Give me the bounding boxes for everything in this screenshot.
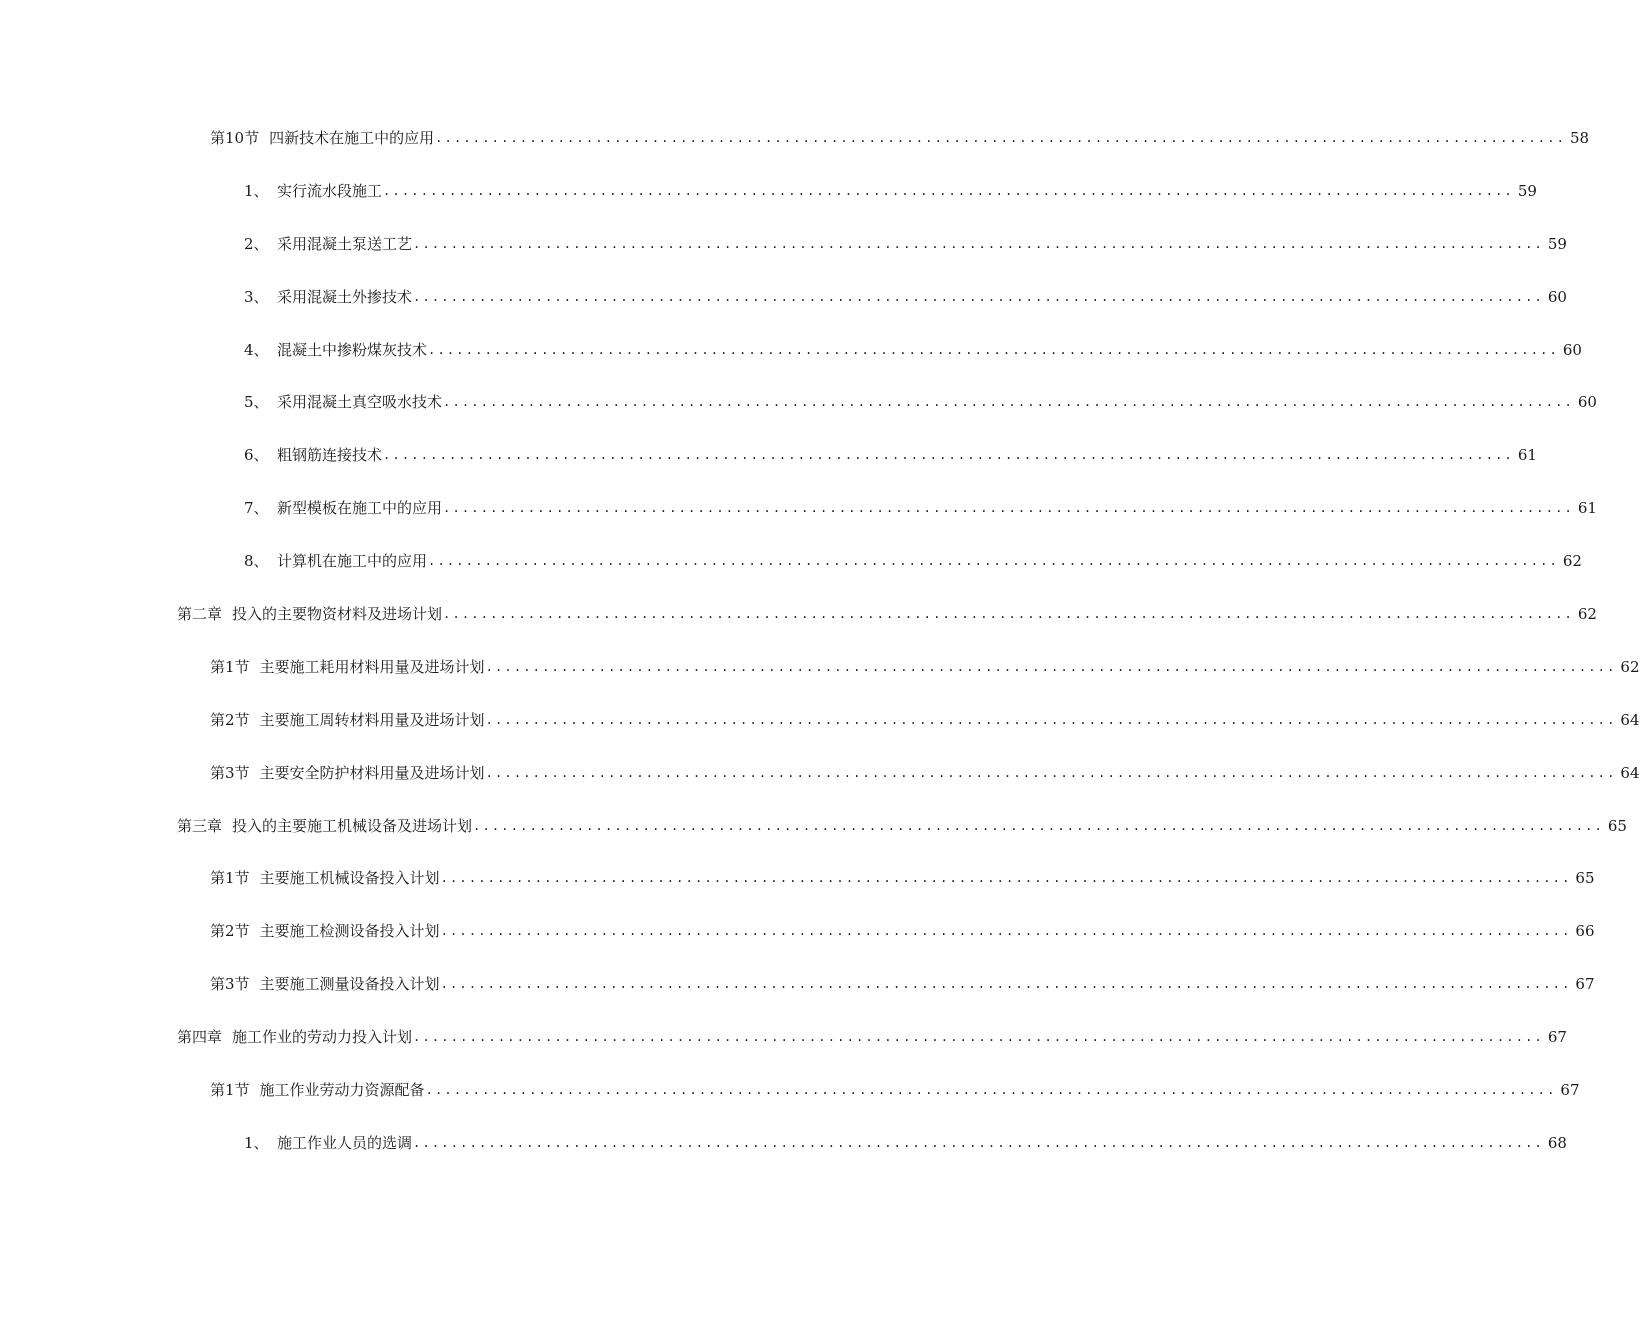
toc-entry[interactable] <box>0 548 1582 601</box>
toc-entry-title: 投入的主要物资材料及进场计划 <box>232 605 443 624</box>
toc-entry-number: 1、 <box>244 181 269 200</box>
toc-entry-page: 62 <box>1620 657 1640 676</box>
toc-entry[interactable] <box>0 1077 1580 1130</box>
toc-entry[interactable] <box>0 442 1537 495</box>
dot-leader: ........................................................................................................................ <box>443 501 1574 516</box>
toc-entry-number: 3、 <box>244 287 269 306</box>
toc-entry-number: 第2节 <box>210 922 250 941</box>
toc-entry-page: 59 <box>1517 181 1537 200</box>
toc-entry-number: 第1节 <box>210 657 250 676</box>
dot-leader: ........................................................................................................................ <box>443 395 1574 410</box>
dot-leader: ........................................................................................................................ <box>440 871 1572 886</box>
toc-entry-title: 实行流水段施工 <box>277 181 383 200</box>
table-of-contents <box>0 125 1640 1183</box>
dot-leader: ........................................................................................................................ <box>428 554 1559 569</box>
toc-entry-number: 6、 <box>244 446 269 465</box>
toc-entry-title: 主要施工测量设备投入计划 <box>259 975 440 994</box>
toc-entry-title: 采用混凝土泵送工艺 <box>277 234 413 253</box>
toc-entry-page: 59 <box>1547 234 1567 253</box>
dot-leader: ........................................................................................................................ <box>473 818 1604 833</box>
dot-leader: ........................................................................................................................ <box>485 659 1617 674</box>
toc-entry[interactable] <box>0 337 1582 390</box>
toc-entry-number: 7、 <box>244 499 269 518</box>
toc-entry[interactable] <box>0 125 1590 178</box>
toc-entry[interactable] <box>0 971 1595 1024</box>
toc-entry-page: 60 <box>1547 287 1567 306</box>
toc-entry-number: 1、 <box>244 1133 269 1152</box>
toc-entry-page: 67 <box>1575 975 1595 994</box>
toc-entry-page: 66 <box>1575 922 1595 941</box>
toc-entry-number: 2、 <box>244 234 269 253</box>
toc-entry-page: 65 <box>1575 869 1595 888</box>
dot-leader: ........................................................................................................................ <box>440 924 1572 939</box>
toc-entry[interactable] <box>0 284 1567 337</box>
toc-entry-page: 68 <box>1547 1133 1567 1152</box>
dot-leader: ........................................................................................................................ <box>485 712 1617 727</box>
toc-entry-title: 施工作业的劳动力投入计划 <box>232 1028 413 1047</box>
toc-entry-title: 四新技术在施工中的应用 <box>269 129 435 147</box>
toc-entry[interactable] <box>0 389 1597 442</box>
toc-entry[interactable] <box>0 707 1640 760</box>
toc-entry[interactable] <box>0 1024 1567 1077</box>
dot-leader: ........................................................................................................................ <box>413 1135 1544 1150</box>
toc-entry-number: 第1节 <box>210 869 250 888</box>
toc-entry-page: 60 <box>1577 393 1597 412</box>
toc-entry-title: 投入的主要施工机械设备及进场计划 <box>232 816 473 835</box>
toc-entry-title: 混凝土中掺粉煤灰技术 <box>277 340 428 359</box>
toc-entry-page: 64 <box>1620 710 1640 729</box>
toc-entry[interactable] <box>0 918 1595 971</box>
toc-entry-title: 施工作业劳动力资源配备 <box>259 1081 425 1100</box>
toc-entry-page: 67 <box>1547 1028 1567 1047</box>
dot-leader: ........................................................................................................................ <box>383 183 1514 198</box>
toc-entry-page: 60 <box>1562 340 1582 359</box>
dot-leader: ........................................................................................................................ <box>428 342 1559 357</box>
toc-entry-number: 第10节 <box>210 129 260 147</box>
dot-leader: ........................................................................................................................ <box>383 448 1514 463</box>
dot-leader: ........................................................................................................................ <box>485 765 1617 780</box>
toc-entry[interactable] <box>0 231 1567 284</box>
toc-entry-number: 第2节 <box>210 710 250 729</box>
toc-entry-title: 施工作业人员的选调 <box>277 1133 413 1152</box>
toc-entry-page: 61 <box>1577 499 1597 518</box>
toc-entry[interactable] <box>0 495 1597 548</box>
toc-entry-number: 第三章 <box>177 816 223 835</box>
toc-entry-number: 8、 <box>244 552 269 571</box>
dot-leader: ........................................................................................................................ <box>425 1083 1557 1098</box>
dot-leader: ........................................................................................................................ <box>413 289 1544 304</box>
toc-entry-page: 58 <box>1569 129 1590 147</box>
toc-entry[interactable] <box>0 654 1640 707</box>
toc-entry[interactable] <box>0 178 1537 231</box>
toc-entry-title: 计算机在施工中的应用 <box>277 552 428 571</box>
toc-entry[interactable] <box>0 813 1627 866</box>
toc-entry-number: 第3节 <box>210 763 250 782</box>
toc-entry-title: 主要安全防护材料用量及进场计划 <box>259 763 485 782</box>
toc-entry-title: 新型模板在施工中的应用 <box>277 499 443 518</box>
toc-entry-page: 62 <box>1562 552 1582 571</box>
toc-entry[interactable] <box>0 865 1595 918</box>
dot-leader: ........................................................................................................................ <box>443 607 1574 622</box>
toc-entry-title: 采用混凝土外掺技术 <box>277 287 413 306</box>
toc-entry-number: 5、 <box>244 393 269 412</box>
toc-entry-title: 粗钢筋连接技术 <box>277 446 383 465</box>
toc-entry-page: 61 <box>1517 446 1537 465</box>
dot-leader: ........................................................................................................................ <box>413 236 1544 251</box>
toc-entry-title: 采用混凝土真空吸水技术 <box>277 393 443 412</box>
toc-entry-number: 第1节 <box>210 1081 250 1100</box>
toc-entry-number: 4、 <box>244 340 269 359</box>
toc-entry-number: 第二章 <box>177 605 223 624</box>
toc-entry-page: 62 <box>1577 605 1597 624</box>
dot-leader: ........................................................................................................................ <box>413 1030 1544 1045</box>
toc-entry-title: 主要施工耗用材料用量及进场计划 <box>259 657 485 676</box>
dot-leader: ........................................................................................................................ <box>440 977 1572 992</box>
toc-entry[interactable] <box>0 601 1597 654</box>
toc-entry-page: 65 <box>1607 816 1627 835</box>
toc-entry-page: 67 <box>1560 1081 1580 1100</box>
toc-entry[interactable] <box>0 1130 1567 1183</box>
toc-entry-title: 主要施工检测设备投入计划 <box>259 922 440 941</box>
toc-entry-number: 第3节 <box>210 975 250 994</box>
toc-entry-page: 64 <box>1620 763 1640 782</box>
toc-entry-title: 主要施工机械设备投入计划 <box>259 869 440 888</box>
dot-leader: ........................................................................................................................ <box>435 131 1567 145</box>
toc-entry[interactable] <box>0 760 1640 813</box>
toc-entry-title: 主要施工周转材料用量及进场计划 <box>259 710 485 729</box>
toc-entry-number: 第四章 <box>177 1028 223 1047</box>
